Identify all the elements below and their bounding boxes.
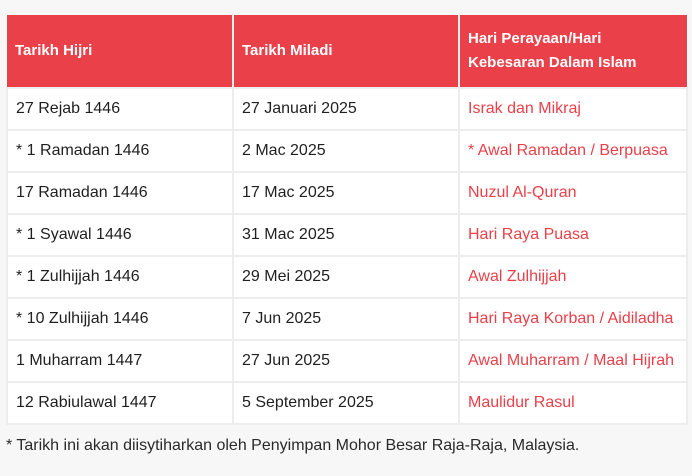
hijri-date-cell: * 1 Zulhijjah 1446	[7, 256, 233, 298]
table-row	[7, 130, 687, 172]
celebration-cell: Israk dan Mikraj	[459, 88, 687, 130]
hijri-date-cell: * 1 Ramadan 1446	[7, 130, 233, 172]
islamic-calendar-table	[6, 15, 688, 425]
hijri-date-cell: 27 Rejab 1446	[7, 88, 233, 130]
hijri-date-cell: * 10 Zulhijjah 1446	[7, 298, 233, 340]
hijri-date-cell: * 1 Syawal 1446	[7, 214, 233, 256]
celebration-cell: Nuzul Al-Quran	[459, 172, 687, 214]
footnote: * Tarikh ini akan diisytiharkan oleh Penyimpan Mohor Besar Raja-Raja, Malaysia.	[6, 437, 580, 454]
header-celebration: Hari Perayaan/Hari Kebesaran Dalam Islam	[459, 15, 687, 88]
gregorian-date-cell: 5 September 2025	[233, 382, 459, 424]
hijri-date-cell: 1 Muharram 1447	[7, 340, 233, 382]
celebration-cell: Awal Zulhijjah	[459, 256, 687, 298]
table-row	[7, 382, 687, 424]
gregorian-date-cell: 7 Jun 2025	[233, 298, 459, 340]
table-row	[7, 340, 687, 382]
celebration-cell: Maulidur Rasul	[459, 382, 687, 424]
gregorian-date-cell: 2 Mac 2025	[233, 130, 459, 172]
celebration-cell: Hari Raya Puasa	[459, 214, 687, 256]
celebration-cell: Hari Raya Korban / Aidiladha	[459, 298, 687, 340]
table-row	[7, 214, 687, 256]
table-row	[7, 88, 687, 130]
header-gregorian-date: Tarikh Miladi	[233, 15, 459, 88]
header-hijri-date: Tarikh Hijri	[7, 15, 233, 88]
table-header-row	[7, 15, 687, 88]
gregorian-date-cell: 27 Januari 2025	[233, 88, 459, 130]
gregorian-date-cell: 29 Mei 2025	[233, 256, 459, 298]
celebration-cell: * Awal Ramadan / Berpuasa	[459, 130, 687, 172]
gregorian-date-cell: 27 Jun 2025	[233, 340, 459, 382]
gregorian-date-cell: 17 Mac 2025	[233, 172, 459, 214]
table-row	[7, 298, 687, 340]
gregorian-date-cell: 31 Mac 2025	[233, 214, 459, 256]
table-row	[7, 256, 687, 298]
hijri-date-cell: 12 Rabiulawal 1447	[7, 382, 233, 424]
table-row	[7, 172, 687, 214]
celebration-cell: Awal Muharram / Maal Hijrah	[459, 340, 687, 382]
hijri-date-cell: 17 Ramadan 1446	[7, 172, 233, 214]
